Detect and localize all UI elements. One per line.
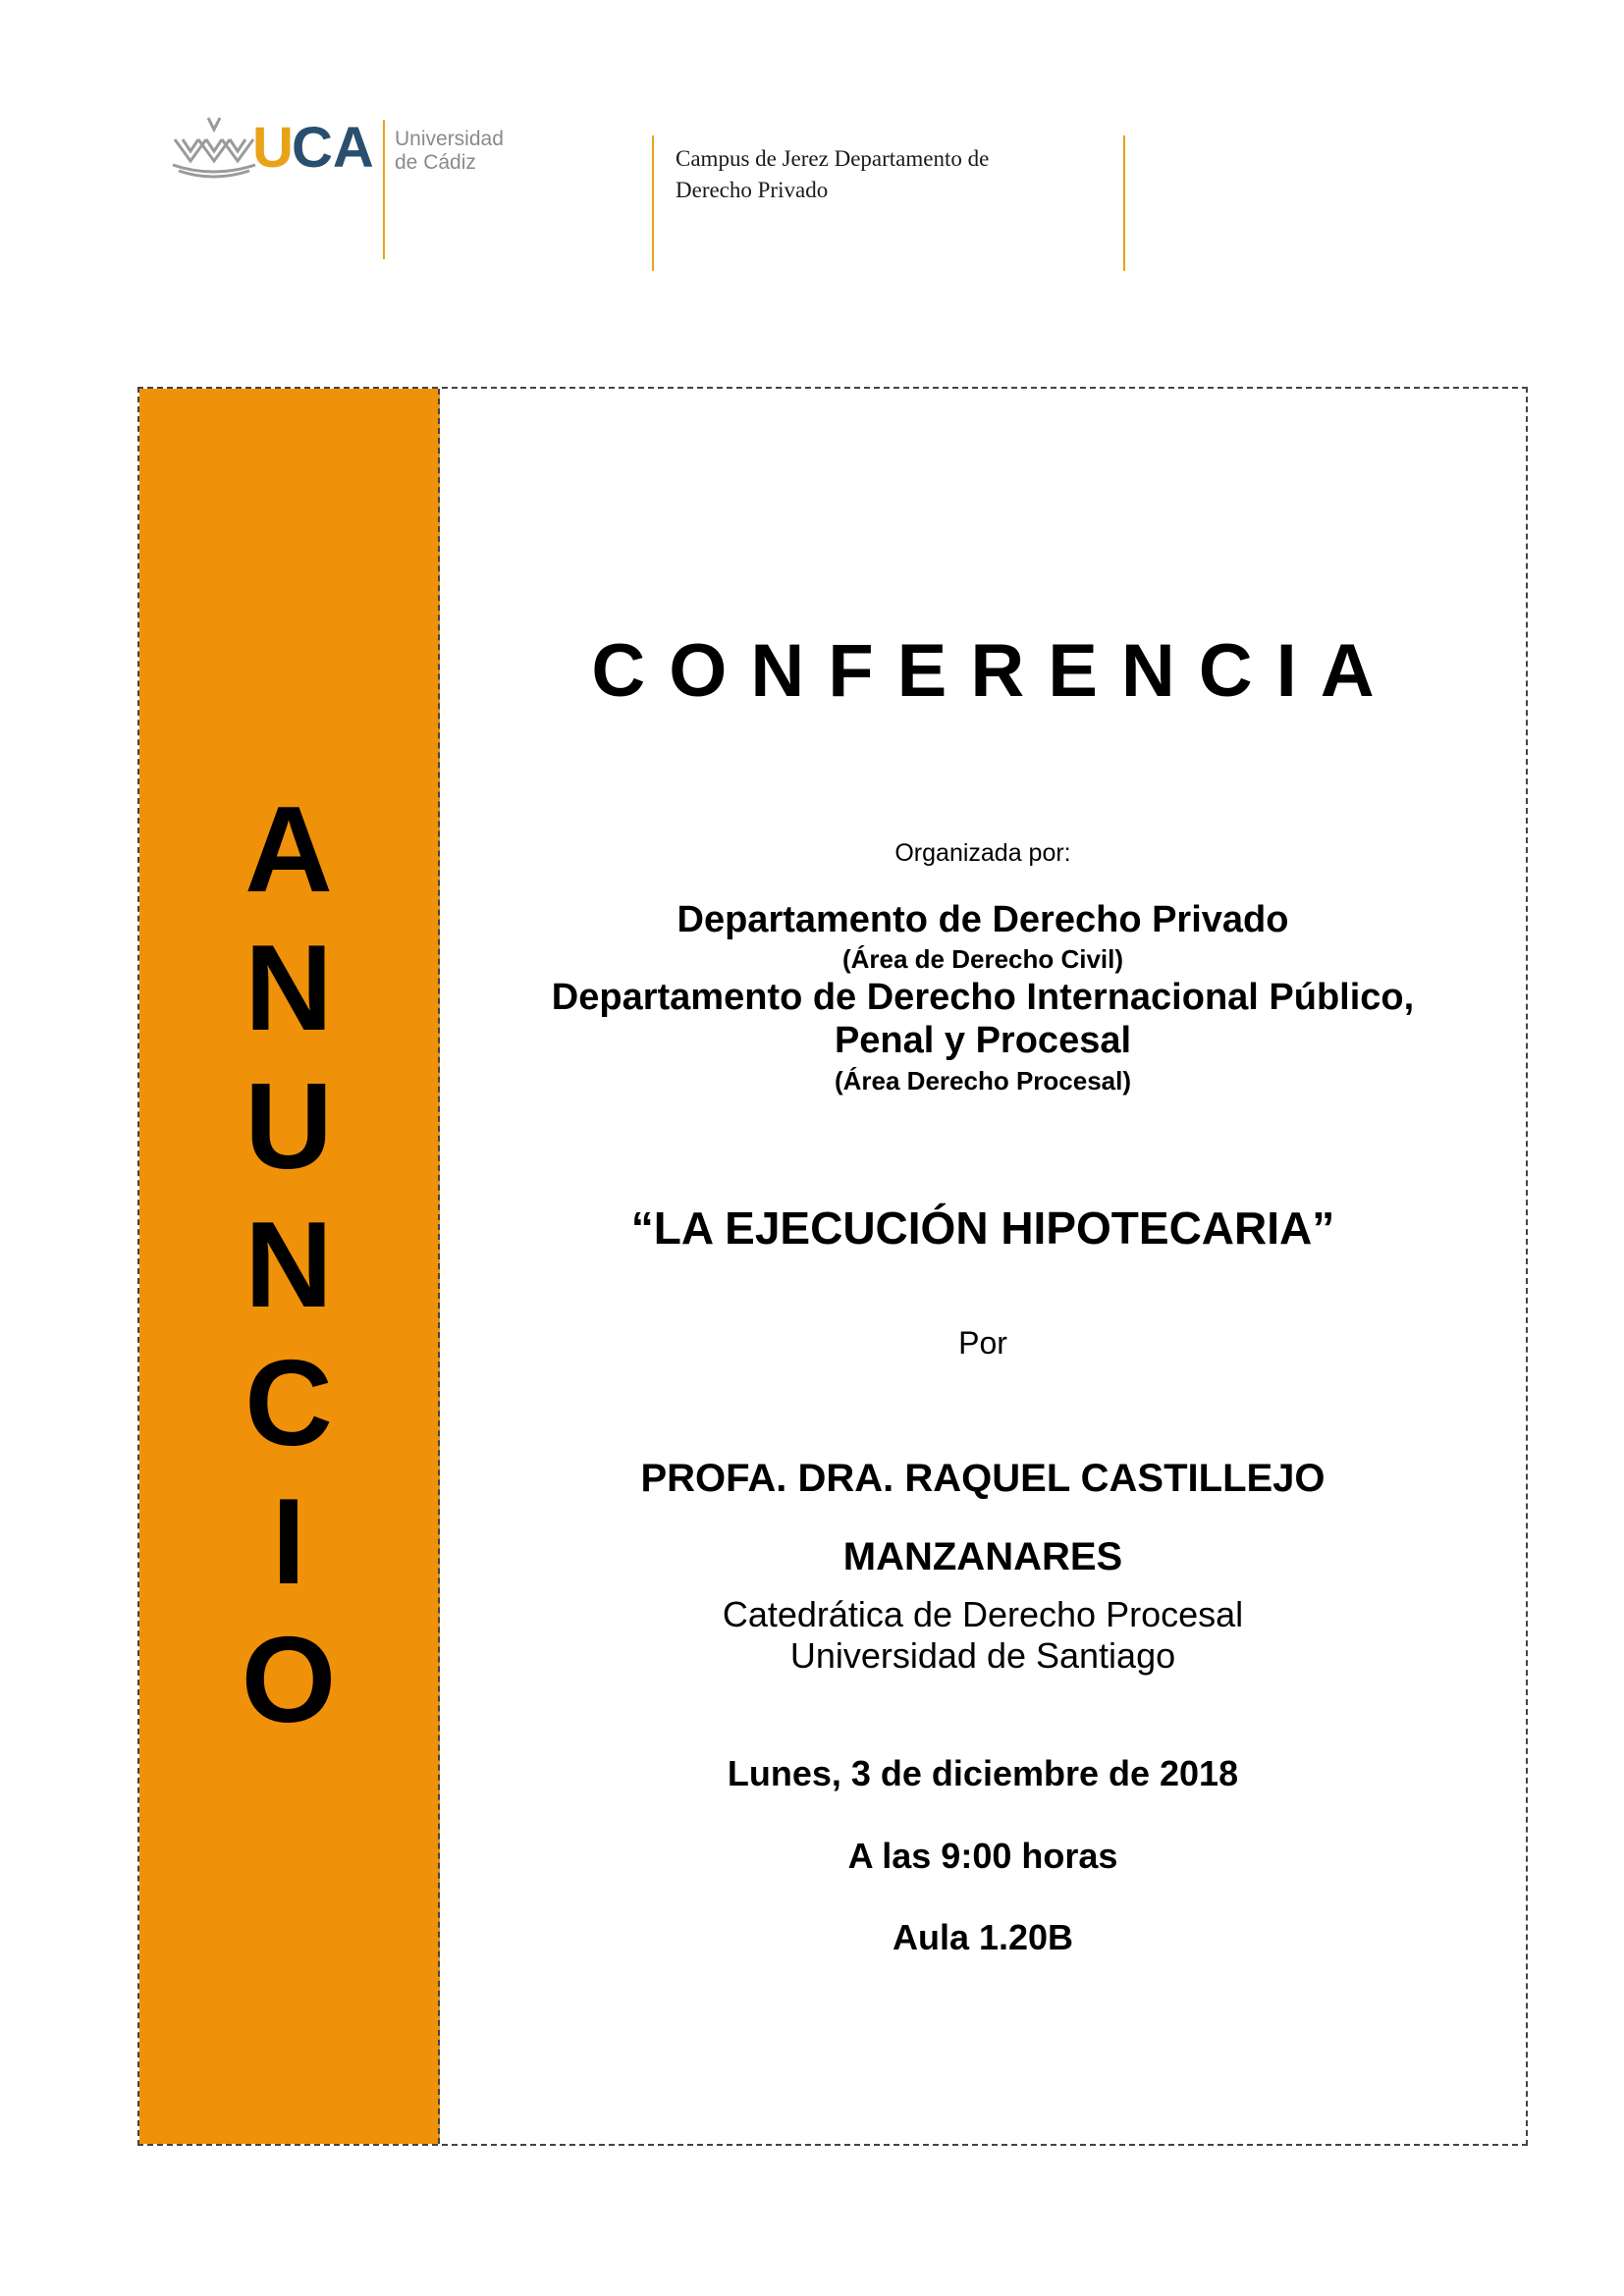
by-label: Por (958, 1325, 1007, 1361)
logo-name-line1: Universidad (395, 128, 504, 150)
speaker-institution: Universidad de Santiago (789, 1635, 1176, 1676)
logo-ca: CA (292, 116, 374, 180)
uca-emblem-icon (169, 110, 257, 181)
sidebar-letter: O (241, 1613, 337, 1748)
campus-line1: Campus de Jerez Departamento de (676, 146, 990, 171)
campus-department (676, 143, 1098, 206)
organizer-department-2-line1: Departamento de Derecho Internacional Público, (551, 977, 1415, 1018)
logo-university-name (395, 128, 504, 175)
speaker-affiliation (440, 1594, 1526, 1677)
organizer-department-1: Departamento de Derecho Privado (677, 899, 1289, 940)
organizer-department-2 (440, 976, 1526, 1062)
organizer-department-2-line2: Penal y Procesal (834, 1020, 1132, 1061)
speaker-name (440, 1439, 1526, 1596)
sidebar-letter: U (244, 1059, 333, 1195)
event-time: A las 9:00 horas (847, 1836, 1118, 1876)
speaker-name-line2: MANZANARES (842, 1535, 1123, 1578)
sidebar-letter: N (244, 1198, 333, 1333)
organized-by-label: Organizada por: (894, 839, 1071, 867)
campus-line2: Derecho Privado (676, 178, 829, 202)
event-date: Lunes, 3 de diciembre de 2018 (727, 1753, 1239, 1793)
anuncio-sidebar (139, 389, 440, 2144)
logo-divider (383, 120, 385, 259)
header-divider-right (1123, 135, 1125, 271)
speaker-name-line1: PROFA. DRA. RAQUEL CASTILLEJO (640, 1457, 1326, 1500)
sidebar-letter: C (244, 1336, 333, 1471)
organizer-area-1: (Área de Derecho Civil) (841, 944, 1124, 974)
logo-u: U (252, 116, 294, 180)
logo-name-line2: de Cádiz (395, 151, 476, 175)
sidebar-letter: N (244, 921, 333, 1056)
event-room: Aula 1.20B (892, 1917, 1074, 1957)
university-logo (169, 110, 532, 255)
header-divider-left (652, 135, 654, 271)
sidebar-letter: I (271, 1474, 306, 1610)
talk-title: “LA EJECUCIÓN HIPOTECARIA” (630, 1202, 1335, 1254)
anuncio-vertical-word (139, 781, 438, 1750)
announcement-box (137, 387, 1528, 2146)
announcement-content (440, 389, 1526, 2144)
sidebar-letter: A (244, 782, 333, 918)
speaker-position: Catedrática de Derecho Procesal (722, 1594, 1244, 1634)
organizer-area-2: (Área Derecho Procesal) (834, 1066, 1132, 1095)
conference-title: CONFERENCIA (591, 629, 1398, 713)
